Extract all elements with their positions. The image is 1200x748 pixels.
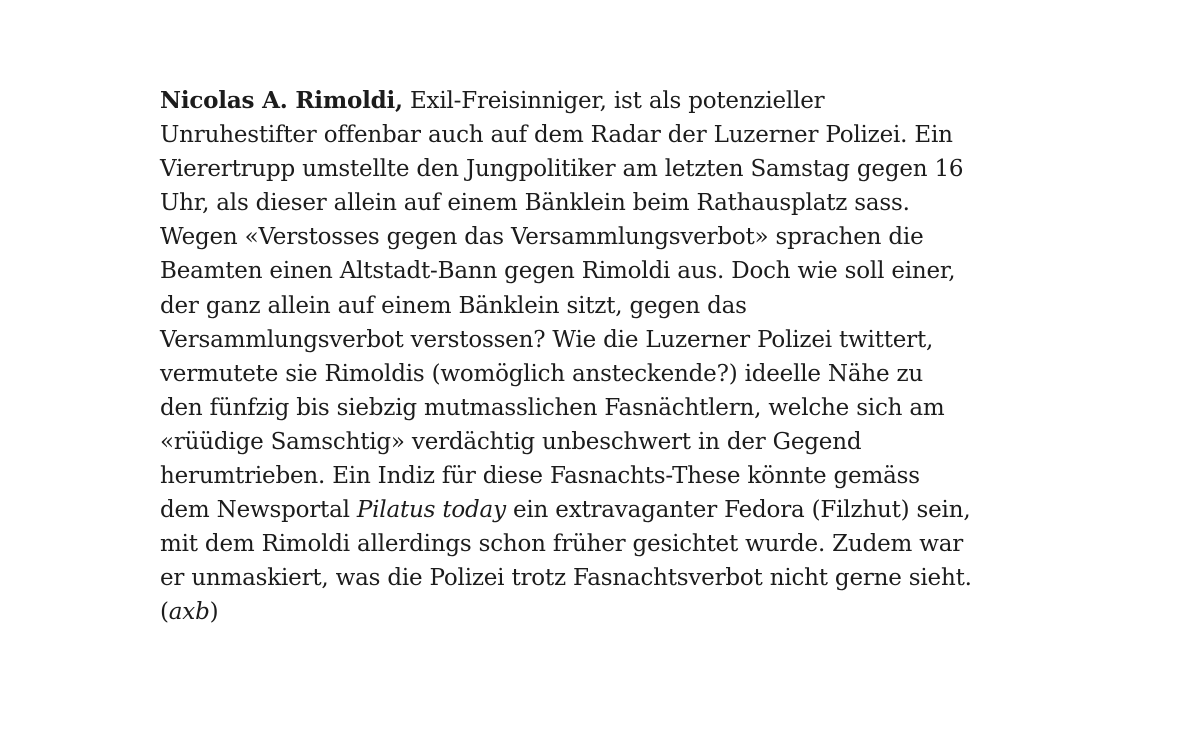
byline: axb <box>168 599 210 626</box>
text-line-5: Wegen «Verstosses gegen das Versammlungsverbot» sprachen die <box>160 224 924 251</box>
text-line-9: vermutete sie Rimoldis (womöglich ansteckende?) ideelle Nähe zu <box>160 360 924 387</box>
text-line-6: Beamten einen Altstadt-Bann gegen Rimoldi aus. Doch wie soll einer, <box>160 258 956 285</box>
byline-line <box>160 595 1040 629</box>
line-1-text: Exil-Freisinniger, ist als potenzieller <box>402 88 825 114</box>
line-13-before: dem Newsportal <box>160 497 357 524</box>
line-13-after: ein extravaganter Fedora (Filzhut) sein, <box>505 497 971 524</box>
text-line-14: mit dem Rimoldi allerdings schon früher gesichtet wurde. Zudem war <box>160 531 964 558</box>
source-name: Pilatus today <box>356 497 506 524</box>
text-line-8: Versammlungsverbot verstossen? Wie die Luzerner Polizei twittert, <box>160 326 934 353</box>
text-line-4: Uhr, als dieser allein auf einem Bänklein beim Rathausplatz sass. <box>160 190 910 217</box>
text-line-11: «rüüdige Samschtig» verdächtig unbeschwert in der Gegend <box>160 428 862 455</box>
text-line-1 <box>160 84 1040 118</box>
text-line-7: der ganz allein auf einem Bänklein sitzt, gegen das <box>160 292 747 319</box>
text-line-13 <box>160 493 1040 527</box>
text-line-10: den fünfzig bis siebzig mutmasslichen Fasnächtlern, welche sich am <box>160 394 945 421</box>
author-name: Nicolas A. Rimoldi, <box>160 87 403 114</box>
text-line-2: Unruhestifter offenbar auch auf dem Radar der Luzerner Polizei. Ein <box>160 122 953 149</box>
text-line-15: er unmaskiert, was die Polizei trotz Fasnachtsverbot nicht gerne sieht. <box>160 565 972 592</box>
text-line-3: Vierertrupp umstellte den Jungpolitiker am letzten Samstag gegen 16 <box>160 156 964 183</box>
article-paragraph <box>160 84 1040 630</box>
text-line-12: herumtrieben. Ein Indiz für diese Fasnachts-These könnte gemäss <box>160 463 920 490</box>
byline-close-paren: ) <box>209 599 219 626</box>
byline-open-paren: ( <box>160 599 169 626</box>
